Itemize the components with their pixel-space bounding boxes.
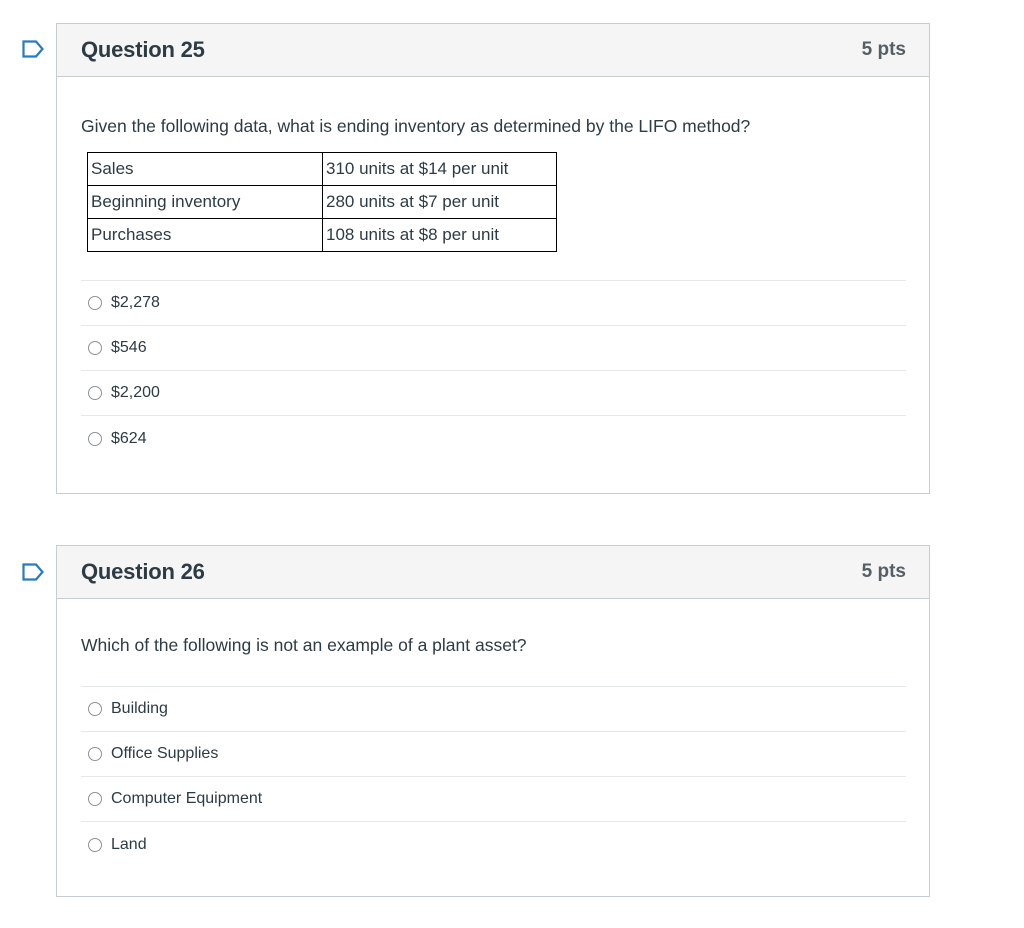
table-cell: Sales bbox=[88, 153, 323, 186]
radio-button[interactable] bbox=[88, 702, 102, 716]
radio-button[interactable] bbox=[88, 341, 102, 355]
question-body bbox=[57, 599, 929, 867]
flag-question-icon[interactable] bbox=[22, 40, 44, 58]
question-26-card bbox=[56, 545, 930, 897]
question-text: Which of the following is not an example of a plant asset? bbox=[81, 635, 527, 655]
table-cell: Purchases bbox=[88, 219, 323, 252]
answer-list bbox=[81, 686, 906, 867]
answer-option[interactable] bbox=[81, 687, 906, 732]
question-title: Question 26 bbox=[81, 559, 205, 584]
radio-button[interactable] bbox=[88, 838, 102, 852]
radio-button[interactable] bbox=[88, 386, 102, 400]
radio-button[interactable] bbox=[88, 296, 102, 310]
table-row bbox=[88, 219, 557, 252]
question-header bbox=[57, 546, 929, 599]
table-cell: Beginning inventory bbox=[88, 186, 323, 219]
answer-label[interactable]: Office Supplies bbox=[111, 745, 219, 762]
answer-list bbox=[81, 280, 906, 461]
table-cell: 108 units at $8 per unit bbox=[323, 219, 557, 252]
question-text: Given the following data, what is ending inventory as determined by the LIFO method? bbox=[81, 116, 751, 136]
table-cell: 280 units at $7 per unit bbox=[323, 186, 557, 219]
question-points: 5 pts bbox=[861, 39, 906, 60]
flag-question-icon[interactable] bbox=[22, 563, 44, 581]
answer-label[interactable]: Building bbox=[111, 700, 168, 717]
answer-label[interactable]: $624 bbox=[111, 429, 147, 447]
answer-option[interactable] bbox=[81, 281, 906, 326]
radio-button[interactable] bbox=[88, 432, 102, 446]
answer-option[interactable] bbox=[81, 326, 906, 371]
answer-label[interactable]: $2,278 bbox=[111, 294, 160, 311]
answer-option[interactable] bbox=[81, 416, 906, 461]
answer-option[interactable] bbox=[81, 822, 906, 867]
table-row bbox=[88, 153, 557, 186]
answer-option[interactable] bbox=[81, 371, 906, 416]
question-header bbox=[57, 24, 929, 77]
answer-label[interactable]: Land bbox=[111, 835, 147, 853]
answer-label[interactable]: $2,200 bbox=[111, 384, 160, 401]
inventory-data-table bbox=[87, 152, 557, 252]
question-body bbox=[57, 77, 929, 461]
question-points: 5 pts bbox=[861, 561, 906, 582]
answer-label[interactable]: $546 bbox=[111, 339, 147, 356]
answer-label[interactable]: Computer Equipment bbox=[111, 790, 263, 807]
answer-option[interactable] bbox=[81, 777, 906, 822]
question-title: Question 25 bbox=[81, 37, 205, 62]
table-cell: 310 units at $14 per unit bbox=[323, 153, 557, 186]
table-row bbox=[88, 186, 557, 219]
radio-button[interactable] bbox=[88, 747, 102, 761]
radio-button[interactable] bbox=[88, 792, 102, 806]
question-25-card bbox=[56, 23, 930, 494]
answer-option[interactable] bbox=[81, 732, 906, 777]
